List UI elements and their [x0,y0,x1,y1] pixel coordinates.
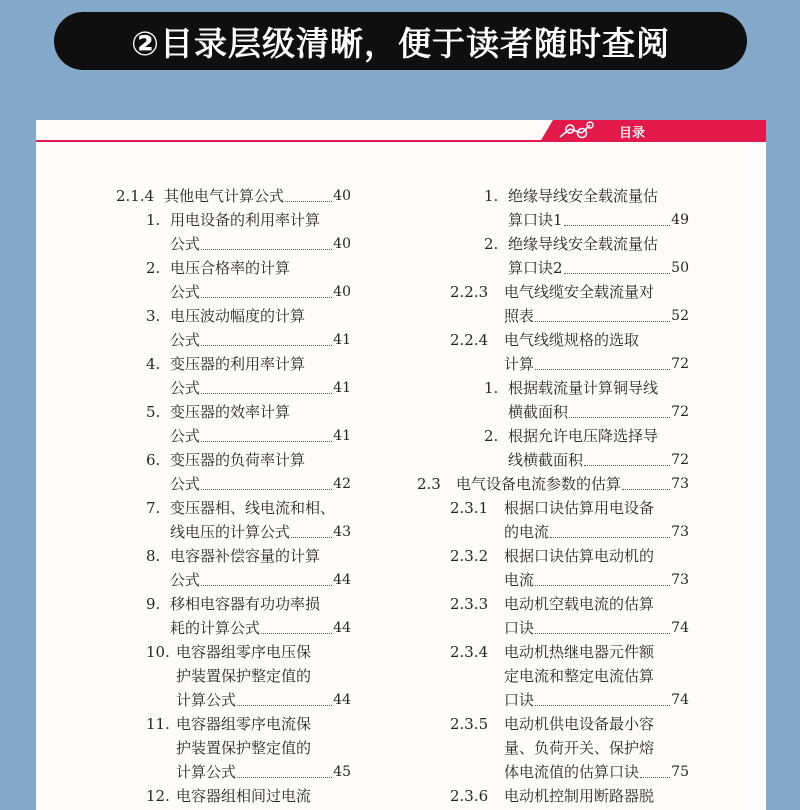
toc-entry-title-cont: 照表 [504,307,535,325]
toc-entry-page: 72 [671,452,689,468]
toc-entry-continuation[interactable] [508,256,689,280]
toc-leader-dots [237,760,332,778]
toc-entry-page: 52 [671,308,689,324]
toc-entry-title-cont: 公式 [170,427,201,445]
toc-entry-title: 变压器的效率计算 [170,403,291,421]
toc-entry-number: 4. [146,355,161,373]
toc-entry-title-cont: 公式 [170,283,201,301]
toc-entry-page: 44 [333,572,351,588]
toc-entry-title: 电容器补偿容量的计算 [170,547,321,565]
toc-entry-page: 73 [671,524,689,540]
toc-entry-title-cont: 护装置保护整定值的 [176,667,312,685]
toc-entry-title-cont: 公式 [170,331,201,349]
toc-entry-title: 变压器相、线电流和相、 [170,499,336,517]
toc-entry-continuation[interactable] [176,760,351,784]
toc-entry-page: 75 [671,764,689,780]
toc-entry-title: 电气线缆规格的选取 [504,331,640,349]
toc-leader-dots [261,616,332,634]
toc-entry-page: 44 [333,620,351,636]
toc-entry[interactable] [146,496,351,520]
toc-entry-title-cont: 耗的计算公式 [170,619,261,637]
toc-entry-title: 电容器组相间过电流 [176,787,312,805]
toc-leader-dots [291,520,332,538]
toc-entry-page: 41 [333,428,351,444]
toc-entry[interactable] [146,712,351,736]
toc-entry-title: 绝缘导线安全载流量估 [508,187,659,205]
toc-leader-dots [535,568,670,586]
toc-entry-2-1-4[interactable] [116,184,351,208]
page-header [36,120,766,142]
toc-entry-page: 40 [333,284,351,300]
toc-entry-title-cont: 护装置保护整定值的 [176,739,312,757]
toc-entry-number: 11. [146,715,170,733]
toc-entry-title-cont: 的电流 [504,523,550,541]
toc-entry-continuation[interactable] [504,760,689,784]
toc-entry-title-cont: 算口诀1 [508,211,563,229]
toc-entry-page: 42 [333,476,351,492]
toc-entry-number: 1. [146,211,161,229]
toc-leader-dots [201,376,332,394]
molecule-logo-icon [556,121,606,141]
toc-leader-dots [237,688,332,706]
toc-entry-continuation[interactable] [170,472,351,496]
toc-entry-continuation[interactable] [504,736,689,760]
toc-entry-title-cont: 电流 [504,571,535,589]
toc-entry-title: 电压合格率的计算 [170,259,291,277]
toc-entry-number: 2.3 [417,475,441,493]
toc-entry-page: 49 [671,212,689,228]
toc-entry-number: 2. [484,427,499,445]
toc-entry-number: 2. [484,235,499,253]
toc-entry-continuation[interactable] [508,448,689,472]
toc-entry-page: 41 [333,380,351,396]
toc-entry-title-cont: 口诀 [504,619,535,637]
toc-entry-title: 电容器组零序电压保 [176,643,312,661]
toc-leader-dots [584,448,670,466]
toc-entry-title-cont: 计算公式 [176,763,237,781]
toc-entry-number: 1. [484,187,499,205]
toc-entry[interactable] [146,304,351,328]
toc-entry-continuation[interactable] [504,304,689,328]
toc-entry-page: 43 [333,524,351,540]
toc-leader-dots [201,472,332,490]
toc-entry-title-cont: 公式 [170,379,201,397]
toc-entry-number: 9. [146,595,161,613]
toc-entry[interactable] [146,256,351,280]
toc-entry-title: 电动机控制用断路器脱 [504,787,655,805]
toc-entry-title: 根据口诀估算用电设备 [504,499,655,517]
toc-entry-continuation[interactable] [170,424,351,448]
toc-entry[interactable] [484,184,689,208]
toc-entry-2-2-3[interactable] [450,280,689,304]
toc-entry-page: 72 [671,404,689,420]
header-title: 目录 [619,126,646,141]
toc-entry-title: 电容器组零序电流保 [176,715,312,733]
toc-entry-page: 74 [671,692,689,708]
toc-entry-title: 电压波动幅度的计算 [170,307,306,325]
toc-leader-dots [201,328,332,346]
toc-entry-2-3-1[interactable] [450,496,689,520]
toc-entry-number: 2. [146,259,161,277]
toc-entry-title: 电动机热继电器元件额 [504,643,655,661]
toc-entry-number: 7. [146,499,161,517]
toc-leader-dots [569,400,670,418]
toc-entry-continuation[interactable] [170,616,351,640]
toc-entry-2-3-3[interactable] [450,592,689,616]
headline-banner [54,12,747,70]
toc-entry-page: 40 [333,188,351,204]
toc-entry-number: 2.3.5 [450,715,489,733]
toc-entry-title-cont: 体电流值的估算口诀 [504,763,640,781]
toc-entry-title: 电动机空载电流的估算 [504,595,655,613]
toc-entry-title: 移相电容器有功功率损 [170,595,321,613]
toc-entry-continuation[interactable] [170,280,351,304]
toc-entry-title-cont: 公式 [170,235,201,253]
toc-entry-title: 根据口诀估算电动机的 [504,547,655,565]
toc-leader-dots [535,304,670,322]
toc-entry-continuation[interactable] [508,208,689,232]
toc-entry[interactable] [146,592,351,616]
toc-entry[interactable] [484,232,689,256]
toc-entry-continuation[interactable] [176,736,351,760]
toc-entry-number: 2.3.2 [450,547,489,565]
toc-entry[interactable] [146,352,351,376]
toc-entry-title: 其他电气计算公式 [164,187,285,205]
toc-entry-title-cont: 计算公式 [176,691,237,709]
toc-entry-continuation[interactable] [508,400,689,424]
toc-entry-title-cont: 量、负荷开关、保护熔 [504,739,655,757]
toc-entry-number: 2.3.3 [450,595,489,613]
toc-entry-title: 电动机供电设备最小容 [504,715,655,733]
toc-entry-number: 8. [146,547,161,565]
toc-leader-dots [564,256,671,274]
toc-entry-page: 72 [671,356,689,372]
toc-leader-dots [201,424,332,442]
toc-entry-page: 40 [333,236,351,252]
toc-entry-page: 50 [671,260,689,276]
toc-entry-continuation[interactable] [170,328,351,352]
toc-entry-title-cont: 计算 [504,355,535,373]
toc-entry-number: 5. [146,403,161,421]
toc-leader-dots [201,568,332,586]
toc-entry-2-3[interactable] [417,472,689,496]
toc-entry-number: 2.3.6 [450,787,489,805]
toc-entry-title-cont: 公式 [170,475,201,493]
toc-entry-title-cont: 定电流和整定电流估算 [504,667,655,685]
toc-entry-title: 电气设备电流参数的估算 [456,475,622,493]
toc-leader-dots [285,184,332,202]
toc-entry[interactable] [146,784,351,808]
toc-entry-title-cont: 横截面积 [508,403,569,421]
toc-leader-dots [640,760,670,778]
toc-entry-continuation[interactable] [170,520,351,544]
toc-entry-number: 2.3.1 [450,499,489,517]
toc-entry-title: 变压器的利用率计算 [170,355,306,373]
toc-entry-title: 根据允许电压降选择导 [508,427,659,445]
toc-entry-title: 根据载流量计算铜导线 [508,379,659,397]
toc-entry-title-cont: 线电压的计算公式 [170,523,291,541]
toc-entry-number: 2.2.4 [450,331,489,349]
toc-leader-dots [550,520,670,538]
toc-entry-page: 73 [671,572,689,588]
toc-entry-page: 44 [333,692,351,708]
toc-leader-dots [535,688,670,706]
toc-entry-continuation[interactable] [176,688,351,712]
toc-entry[interactable] [146,544,351,568]
toc-entry-number: 6. [146,451,161,469]
toc-entry-continuation[interactable] [504,568,689,592]
toc-entry-number: 2.2.3 [450,283,489,301]
toc-entry-number: 2.1.4 [116,187,155,205]
toc-leader-dots [201,232,332,250]
toc-leader-dots [622,472,670,490]
toc-entry-continuation[interactable] [504,688,689,712]
toc-leader-dots [564,208,671,226]
toc-leader-dots [201,280,332,298]
toc-entry-2-3-4[interactable] [450,640,689,664]
toc-entry[interactable] [146,640,351,664]
toc-entry-title: 变压器的负荷率计算 [170,451,306,469]
toc-entry-title-cont: 算口诀2 [508,259,563,277]
toc-entry-page: 74 [671,620,689,636]
toc-entry-number: 2.3.4 [450,643,489,661]
toc-entry-page: 73 [671,476,689,492]
toc-entry-number: 1. [484,379,499,397]
toc-entry-continuation[interactable] [504,520,689,544]
toc-entry-title: 电气线缆安全载流量对 [504,283,655,301]
toc-entry-number: 10. [146,643,170,661]
toc-entry[interactable] [146,400,351,424]
toc-entry-2-3-2[interactable] [450,544,689,568]
toc-leader-dots [535,616,670,634]
toc-entry-title-cont: 线横截面积 [508,451,584,469]
toc-entry-2-3-5[interactable] [450,712,689,736]
toc-entry-title-cont: 公式 [170,571,201,589]
toc-entry-title-cont: 口诀 [504,691,535,709]
headline-text: ②目录层级清晰，便于读者随时查阅 [131,23,670,63]
toc-entry-number: 3. [146,307,161,325]
toc-entry-2-2-4[interactable] [450,328,689,352]
toc-entry[interactable] [484,376,689,400]
toc-leader-dots [535,352,670,370]
toc-entry-continuation[interactable] [176,664,351,688]
toc-entry[interactable] [484,424,689,448]
toc-entry-2-3-6[interactable] [450,784,689,808]
toc-entry-continuation[interactable] [504,664,689,688]
toc-entry-title: 绝缘导线安全载流量估 [508,235,659,253]
toc-entry-page: 41 [333,332,351,348]
toc-entry-number: 12. [146,787,170,805]
toc-entry-continuation[interactable] [170,232,351,256]
book-page [36,120,766,810]
toc-entry-title: 用电设备的利用率计算 [170,211,321,229]
toc-entry-continuation[interactable] [504,616,689,640]
toc-entry-page: 45 [333,764,351,780]
toc-entry-continuation[interactable] [170,568,351,592]
toc-entry-continuation[interactable] [504,352,689,376]
toc-entry[interactable] [146,448,351,472]
toc-entry-continuation[interactable] [170,376,351,400]
toc-entry[interactable] [146,208,351,232]
